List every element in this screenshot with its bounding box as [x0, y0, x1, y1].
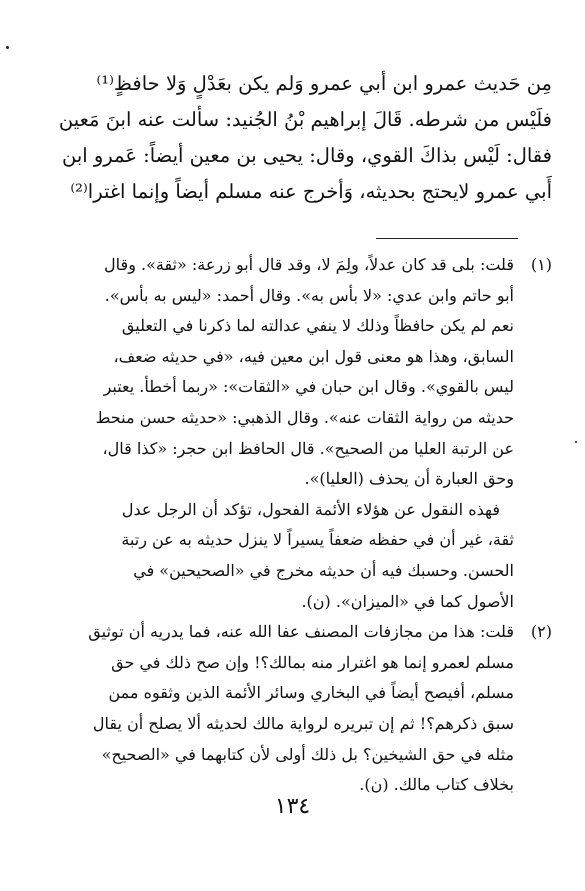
footnote-line: فهذه النقول عن هؤلاء الأئمة الفحول، تؤكد أن الرجل عدل: [121, 499, 500, 519]
footnote-line: السابق، وهذا هو معنى قول ابن معين فيه، «في حديثه ضعف،: [113, 346, 514, 366]
footnote-1: [34, 250, 552, 617]
page-number: ١٣٤: [274, 794, 311, 819]
footnote-line: مسلم لعمرو إنما هو اغترار منه بمالك؟! وإن صح ذلك في حق: [111, 652, 514, 672]
main-text-line: فلَيْس من شرطه. قَالَ إبراهيم بْنُ الجُنيد: سألت عنه ابنَ مَعين: [58, 108, 552, 131]
main-text: [34, 66, 552, 210]
footnote-separator: [376, 238, 518, 239]
footnote-line: الأصول كما في «الميزان». (ن).: [301, 591, 514, 611]
footnote-line: مثله في حق الشيخين؟ بل ذلك أولى لأن كتابهما في «الصحيح»: [101, 744, 514, 764]
footnote-number: (١): [530, 255, 552, 274]
footnote-2: [34, 617, 552, 801]
footnote-line: ليس بالقوي». وقال ابن حبان في «الثقات»: «ربما أخطأ. يعتبر: [103, 377, 514, 397]
main-text-line: مِن حَديث عمرو ابن أبي عمرو وَلم يكن بعَدْلٍ وَلا حافظٍ⁽¹⁾: [96, 72, 552, 95]
footnotes: [34, 250, 552, 801]
footnote-number: (٢): [530, 622, 552, 642]
footnote-line: قلت: بلى قد كان عدلاً، ولِمَ لا، وقد قال أبو زرعة: «ثقة». وقال: [104, 255, 514, 274]
footnote-line: الحسن. وحسبك فيه أن حديثه مخرج في «الصحيحين» في: [133, 560, 514, 580]
footnote-line: قلت: هذا من مجازفات المصنف عفا الله عنه، فما يدريه أن توثيق: [88, 622, 514, 642]
footnote-line: نعم لم يكن حافظاً وذلك لا ينفي عدالته لما ذكرنا في التعليق: [121, 316, 514, 336]
margin-mark: [6, 46, 9, 49]
footnote-line: بخلاف كتاب مالك. (ن).: [359, 775, 514, 795]
footnote-line: أبو حاتم وابن عدي: «لا بأس به». وقال أحمد: «ليس به بأس».: [104, 285, 514, 305]
main-text-line: أَبي عمرو لايحتج بحديثه، وَأخرج عنه مسلم أيضاً وإنما اغترا⁽²⁾: [70, 180, 552, 203]
footnote-line: سبق ذكرهم؟! ثم إن تبريره لرواية مالك لحديثه ألا يصلح أن يقال: [92, 713, 514, 733]
footnote-line: ثقة، غير أن في حفظه ضعفاً يسيراً لا ينزل حديثه به عن رتبة: [121, 530, 514, 550]
main-text-line: فقال: لَيْس بذاكَ القوي، وقال: يحيى بن معين أيضاً: عَمرو ابن: [61, 144, 552, 167]
footnote-line: مسلم، أفيصح أيضاً في البخاري وسائر الأئمة الذين وثقوه ممن: [108, 683, 514, 703]
footnote-line: وحق العبارة أن يحذف (العليا)».: [304, 469, 514, 489]
footnote-line: عن الرتبة العليا من الصحيح». قال الحافظ ابن حجر: «كذا قال،: [102, 438, 514, 458]
footnote-line: حديثه من رواية الثقات عنه». وقال الذهبي: «حديثه حسن منحط: [95, 407, 514, 427]
margin-mark: [575, 441, 577, 443]
